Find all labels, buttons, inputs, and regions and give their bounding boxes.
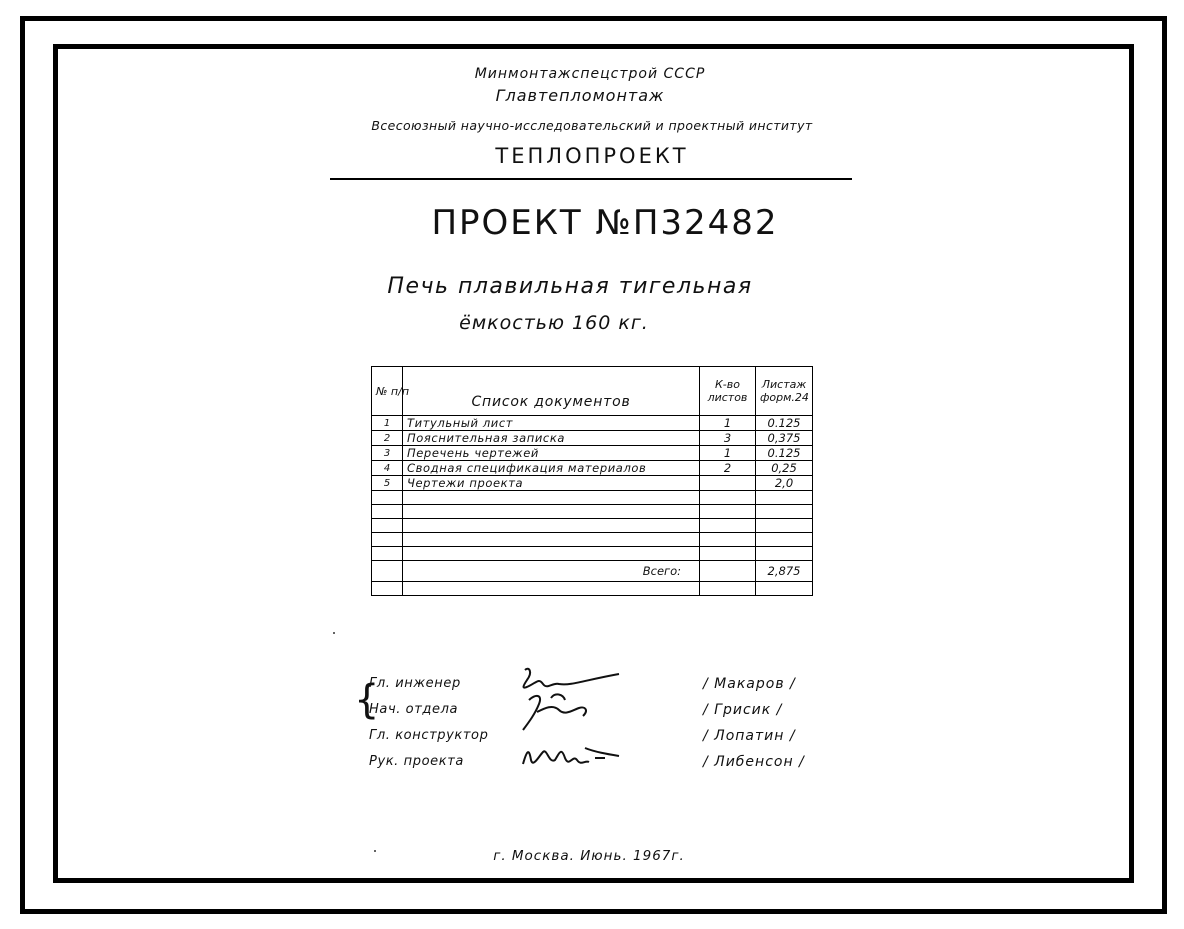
- speck: [333, 632, 335, 634]
- row-name: Пояснительная записка: [403, 431, 700, 446]
- table-header-row: [372, 367, 813, 416]
- table-row: [372, 416, 813, 431]
- row-num: 5: [372, 476, 403, 491]
- row-num: 1: [372, 416, 403, 431]
- table-row: [372, 446, 813, 461]
- row-name: Титульный лист: [403, 416, 700, 431]
- handwritten-signatures: [515, 664, 635, 776]
- ministry-text: Минмонтажспецстрой СССР: [474, 66, 706, 82]
- table-total-row: [372, 561, 813, 582]
- place-date-footer: г. Москва. Июнь. 1967г.: [493, 848, 685, 864]
- directorate-text: Главтепломонтаж: [495, 86, 665, 105]
- total-value: 2,875: [756, 561, 813, 582]
- row-name: Сводная спецификация материалов: [403, 461, 700, 476]
- table-row: [372, 461, 813, 476]
- row-count: 2: [700, 461, 756, 476]
- row-count: 1: [700, 446, 756, 461]
- row-count: 1: [700, 416, 756, 431]
- signature-name: / Грисик /: [703, 702, 783, 718]
- row-count: [700, 476, 756, 491]
- brace-mark: {: [354, 677, 380, 723]
- project-subject-line2: ёмкостью 160 кг.: [459, 312, 649, 334]
- institute-description: Всесоюзный научно-исследовательский и проектный институт: [371, 118, 813, 133]
- table-row-empty: [372, 533, 813, 547]
- header-divider: [330, 178, 852, 180]
- speck: [374, 850, 376, 852]
- row-format: 0.125: [756, 446, 813, 461]
- table-row: [372, 431, 813, 446]
- row-num: 4: [372, 461, 403, 476]
- row-format: 0,375: [756, 431, 813, 446]
- row-name: Чертежи проекта: [403, 476, 700, 491]
- header-format: Листаж форм.24: [756, 367, 813, 416]
- table-row-empty: [372, 519, 813, 533]
- row-format: 2,0: [756, 476, 813, 491]
- row-format: 0,25: [756, 461, 813, 476]
- documents-table: [371, 366, 813, 596]
- row-format: 0.125: [756, 416, 813, 431]
- signature-name: / Лопатин /: [703, 728, 796, 744]
- signature-role: Гл. конструктор: [369, 728, 489, 743]
- project-subject-line1: Печь плавильная тигельная: [387, 274, 753, 299]
- institute-name: ТЕПЛОПРОЕКТ: [495, 144, 689, 168]
- signature-name: / Макаров /: [703, 676, 796, 692]
- row-count: 3: [700, 431, 756, 446]
- signature-role: Гл. инженер: [369, 676, 461, 691]
- table-row-empty: [372, 505, 813, 519]
- header-count: К-во листов: [700, 367, 756, 416]
- project-number: ПРОЕКТ №П32482: [431, 203, 779, 243]
- row-num: 3: [372, 446, 403, 461]
- table-row-empty: [372, 491, 813, 505]
- table-row-empty: [372, 547, 813, 561]
- row-num: 2: [372, 431, 403, 446]
- header-num: № п/п: [372, 367, 403, 416]
- signature-role: Нач. отдела: [369, 702, 459, 717]
- table-row: [372, 476, 813, 491]
- row-name: Перечень чертежей: [403, 446, 700, 461]
- signature-name: / Либенсон /: [703, 754, 805, 770]
- signature-role: Рук. проекта: [369, 754, 464, 769]
- total-label: Всего:: [403, 561, 700, 582]
- table-row-empty: [372, 582, 813, 596]
- header-name: Список документов: [403, 367, 700, 416]
